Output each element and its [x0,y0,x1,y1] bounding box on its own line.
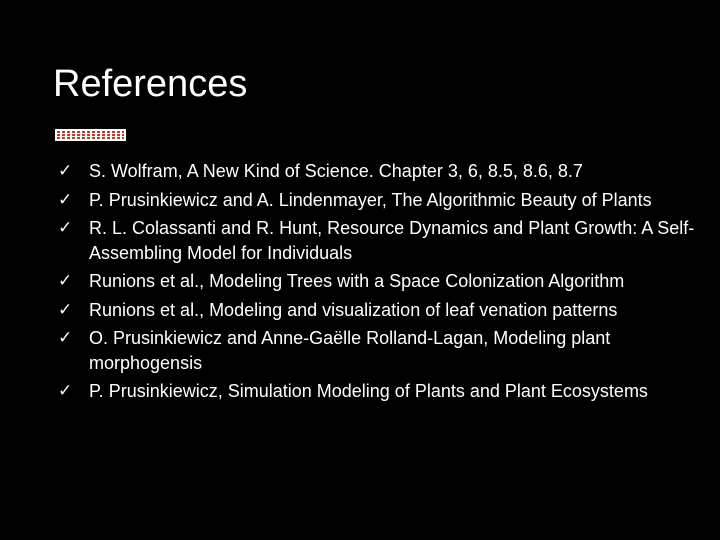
reference-text: P. Prusinkiewicz and A. Lindenmayer, The Algorithmic Beauty of Plants [89,189,652,210]
check-icon: ✓ [58,299,73,320]
reference-item [58,188,698,213]
decorative-strip-image [55,129,126,141]
slide-title: References [53,63,248,105]
strip-line [57,134,124,136]
check-icon: ✓ [58,381,73,401]
reference-text: P. Prusinkiewicz, Simulation Modeling of Plants and Plant Ecosystems [89,381,648,401]
reference-item [58,326,698,375]
reference-item [58,269,698,294]
check-icon: ✓ [58,218,73,238]
reference-list [58,159,698,408]
reference-item [58,379,698,404]
reference-item [58,298,698,323]
reference-item [58,159,698,184]
reference-item [58,216,698,265]
check-icon: ✓ [58,271,73,291]
check-icon: ✓ [58,161,73,181]
check-icon: ✓ [58,189,73,210]
reference-text: S. Wolfram, A New Kind of Science. Chapter 3, 6, 8.5, 8.6, 8.7 [89,161,583,181]
reference-text: O. Prusinkiewicz and Anne-Gaëlle Rolland-Lagan, Modeling plant morphogensis [89,328,611,373]
reference-text: Runions et al., Modeling Trees with a Space Colonization Algorithm [89,271,625,291]
reference-text: R. L. Colassanti and R. Hunt, Resource Dynamics and Plant Growth: A Self-Assembling Model for Individuals [89,218,695,263]
strip-line [57,131,124,133]
check-icon: ✓ [58,328,73,348]
strip-line [57,137,124,139]
reference-text: Runions et al., Modeling and visualization of leaf venation patterns [89,299,618,320]
